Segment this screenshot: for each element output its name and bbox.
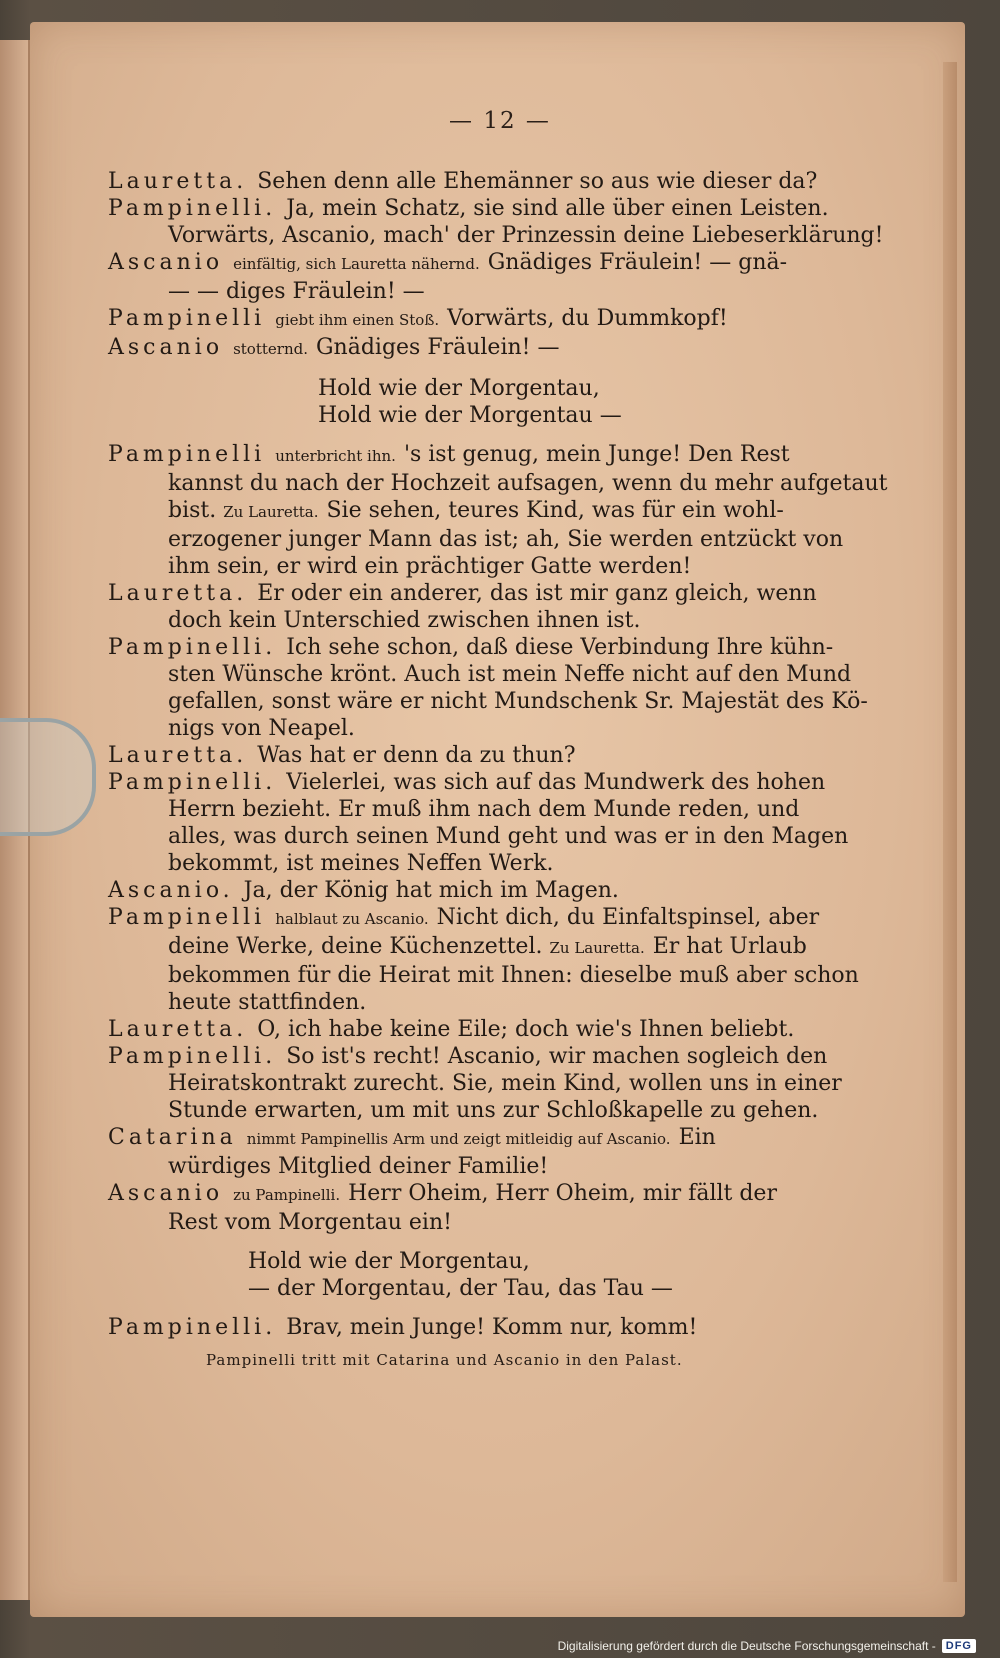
spoken-text: bekommt, ist meines Neffen Werk. xyxy=(168,851,554,876)
spoken-text: Er oder ein anderer, das ist mir ganz gleich, wenn xyxy=(257,581,817,606)
stage-direction: nimmt Pampinellis Arm und zeigt mitleidig auf Ascanio. xyxy=(246,1130,671,1148)
spoken-text: Sie sehen, teures Kind, was für ein wohl- xyxy=(326,498,784,523)
spoken-text: Ja, mein Schatz, sie sind alle über einen Leisten. xyxy=(286,196,829,221)
spoken-text: Stunde erwarten, um mit uns zur Schloßkapelle zu gehen. xyxy=(168,1098,819,1123)
speech-block xyxy=(108,441,908,580)
spoken-text: doch kein Unterschied zwischen ihnen ist. xyxy=(168,608,641,633)
spoken-text: ihm sein, er wird ein prächtiger Gatte werden! xyxy=(168,554,692,579)
spoken-text: Sehen denn alle Ehemänner so aus wie dieser da? xyxy=(257,169,818,194)
speaker-name: Pampinelli. xyxy=(108,196,277,221)
spoken-text: würdiges Mitglied deiner Familie! xyxy=(168,1154,549,1179)
spoken-text: So ist's recht! Ascanio, wir machen sogleich den xyxy=(286,1044,828,1069)
speech-block xyxy=(108,1043,908,1124)
speaker-name: Pampinelli. xyxy=(108,1315,277,1340)
text-line xyxy=(108,796,908,823)
text-line xyxy=(108,470,908,497)
speech-block xyxy=(108,904,908,1016)
spoken-text: Heiratskontrakt zurecht. Sie, mein Kind, wollen uns in einer xyxy=(168,1071,842,1096)
spoken-text: Vielerlei, was sich auf das Mundwerk des hohen xyxy=(286,770,826,795)
spoken-text: Gnädiges Fräulein! — gnä- xyxy=(487,250,788,275)
text-line xyxy=(108,553,908,580)
speech-block xyxy=(108,195,908,249)
spoken-text: alles, was durch seinen Mund geht und was er in den Magen xyxy=(168,824,849,849)
text-line xyxy=(108,526,908,553)
speech-block xyxy=(108,249,908,305)
speaker-name: Ascanio. xyxy=(108,878,234,903)
text-line xyxy=(108,1180,908,1209)
spoken-text: Vorwärts, du Dummkopf! xyxy=(447,306,728,331)
text-line xyxy=(108,497,908,526)
funding-note: Digitalisierung gefördert durch die Deutsche Forschungsgemeinschaft - xyxy=(557,1639,936,1653)
speaker-name: Pampinelli xyxy=(108,905,266,930)
text-line xyxy=(108,661,908,688)
speech-block xyxy=(108,634,908,742)
spoken-text: Rest vom Morgentau ein! xyxy=(168,1210,452,1235)
spoken-text: Brav, mein Junge! Komm nur, komm! xyxy=(286,1315,698,1340)
spoken-text: Vorwärts, Ascanio, mach' der Prinzessin deine Liebeserklärung! xyxy=(168,223,884,248)
speech-block xyxy=(108,334,908,363)
text-line xyxy=(108,989,908,1016)
speaker-name: Pampinelli. xyxy=(108,770,277,795)
speech-block xyxy=(108,580,908,634)
speech-block xyxy=(108,305,908,334)
spoken-text: — — diges Fräulein! — xyxy=(168,279,425,304)
text-line xyxy=(108,195,908,222)
paper-clip xyxy=(0,718,96,836)
digitization-footer xyxy=(558,1639,976,1653)
text-line xyxy=(108,1314,908,1341)
spoken-text: O, ich habe keine Eile; doch wie's Ihnen beliebt. xyxy=(257,1017,795,1042)
text-line xyxy=(108,305,908,334)
spoken-text: bekommen für die Heirat mit Ihnen: dieselbe muß aber schon xyxy=(168,963,859,988)
stage-direction: einfältig, sich Lauretta nähernd. xyxy=(233,255,480,273)
text-line xyxy=(108,962,908,989)
text-line xyxy=(108,278,908,305)
dfg-logo: DFG xyxy=(942,1639,976,1653)
speaker-name: Lauretta. xyxy=(108,169,248,194)
speaker-name: Pampinelli xyxy=(108,442,266,467)
text-line xyxy=(108,634,908,661)
speech-block xyxy=(108,1016,908,1043)
spoken-text: Ja, der König hat mich im Magen. xyxy=(243,878,619,903)
speech-block xyxy=(108,1124,908,1180)
speaker-name: Pampinelli. xyxy=(108,635,277,660)
spoken-text: 's ist genug, mein Junge! Den Rest xyxy=(403,442,790,467)
spoken-text: bist. xyxy=(168,498,217,523)
text-line xyxy=(108,904,908,933)
speaker-name: Lauretta. xyxy=(108,581,248,606)
spoken-text: deine Werke, deine Küchenzettel. xyxy=(168,934,543,959)
spoken-text: Er hat Urlaub xyxy=(652,934,807,959)
stage-direction: halblaut zu Ascanio. xyxy=(275,910,429,928)
play-text xyxy=(108,168,908,1374)
spoken-text: gefallen, sonst wäre er nicht Mundschenk Sr. Majestät des Kö- xyxy=(168,689,868,714)
text-line xyxy=(108,850,908,877)
text-line xyxy=(108,688,908,715)
text-line xyxy=(108,742,908,769)
text-line xyxy=(108,877,908,904)
speech-block xyxy=(108,877,908,904)
closing-stage-direction: Pampinelli tritt mit Catarina und Ascanio in den Palast. xyxy=(206,1351,683,1369)
speech-block xyxy=(108,742,908,769)
text-line xyxy=(108,580,908,607)
text-line xyxy=(108,1097,908,1124)
text-line xyxy=(108,249,908,278)
stage-direction: unterbricht ihn. xyxy=(275,447,396,465)
spoken-text: Ich sehe schon, daß diese Verbindung Ihre kühn- xyxy=(286,635,834,660)
text-line xyxy=(108,607,908,634)
text-line xyxy=(108,933,908,962)
text-line xyxy=(108,1016,908,1043)
text-line xyxy=(108,1153,908,1180)
spoken-text: heute stattfinden. xyxy=(168,990,367,1015)
text-line xyxy=(108,1043,908,1070)
page-stack-edge xyxy=(943,62,957,1582)
speaker-name: Ascanio xyxy=(108,335,224,360)
text-line xyxy=(108,1070,908,1097)
spoken-text: sten Wünsche krönt. Auch ist mein Neffe nicht auf den Mund xyxy=(168,662,852,687)
spoken-text: Ein xyxy=(678,1125,716,1150)
speaker-name: Ascanio xyxy=(108,1181,224,1206)
spoken-text: Herr Oheim, Herr Oheim, mir fällt der xyxy=(348,1181,777,1206)
spoken-text: erzogener junger Mann das ist; ah, Sie werden entzückt von xyxy=(168,527,844,552)
text-line xyxy=(108,769,908,796)
text-line xyxy=(108,823,908,850)
stage-direction: zu Pampinelli. xyxy=(233,1186,341,1204)
speech-block xyxy=(108,1314,908,1341)
text-line xyxy=(108,441,908,470)
verse-block xyxy=(108,1248,908,1302)
verse-line: Hold wie der Morgentau — xyxy=(318,403,622,428)
stage-direction: stotternd. xyxy=(233,340,308,358)
spoken-text: kannst du nach der Hochzeit aufsagen, wenn du mehr aufgetaut xyxy=(168,471,888,496)
speaker-name: Ascanio xyxy=(108,250,224,275)
text-line xyxy=(108,715,908,742)
speaker-name: Lauretta. xyxy=(108,1017,248,1042)
spoken-text: Was hat er denn da zu thun? xyxy=(257,743,576,768)
page-number: — 12 — xyxy=(449,108,551,134)
speaker-name: Pampinelli. xyxy=(108,1044,277,1069)
text-line xyxy=(108,334,908,363)
verse-line: Hold wie der Morgentau, xyxy=(248,1249,530,1274)
text-line xyxy=(108,222,908,249)
speech-block xyxy=(108,1180,908,1236)
spoken-text: Herrn bezieht. Er muß ihm nach dem Munde reden, und xyxy=(168,797,800,822)
verse-line: Hold wie der Morgentau, xyxy=(318,376,600,401)
speech-block xyxy=(108,769,908,877)
stage-direction: Zu Lauretta. xyxy=(549,939,645,957)
text-line xyxy=(108,1124,908,1153)
verse-line: — der Morgentau, der Tau, das Tau — xyxy=(248,1276,673,1301)
text-line xyxy=(108,1209,908,1236)
speaker-name: Lauretta. xyxy=(108,743,248,768)
speaker-name: Catarina xyxy=(108,1125,237,1150)
verse-block xyxy=(108,375,908,429)
speaker-name: Pampinelli xyxy=(108,306,266,331)
stage-direction: Zu Lauretta. xyxy=(223,503,319,521)
text-line xyxy=(108,168,908,195)
speech-block xyxy=(108,168,908,195)
spoken-text: Nicht dich, du Einfaltspinsel, aber xyxy=(436,905,820,930)
spoken-text: nigs von Neapel. xyxy=(168,716,355,741)
stage-direction: giebt ihm einen Stoß. xyxy=(275,311,440,329)
spoken-text: Gnädiges Fräulein! — xyxy=(315,335,560,360)
